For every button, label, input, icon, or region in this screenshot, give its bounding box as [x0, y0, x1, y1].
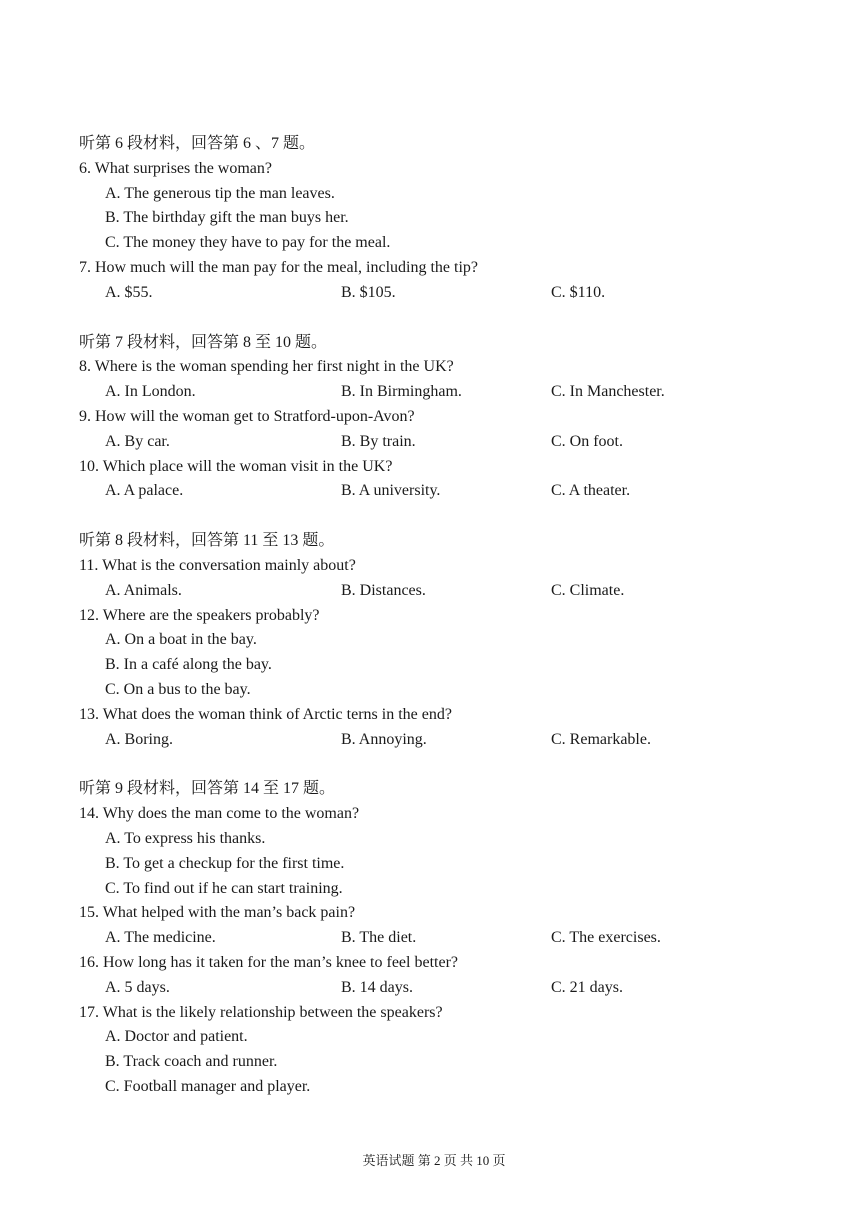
listening-section-9 [79, 777, 799, 1099]
option-a: A. $55. [105, 283, 153, 301]
section-heading: 听第 8 段材料，回答第 11 至 13 题。 [79, 532, 335, 550]
option-a: A. In London. [105, 383, 196, 401]
option-b: B. Distances. [341, 581, 426, 599]
section-heading: 听第 6 段材料，回答第 6 、7 题。 [79, 135, 316, 152]
question-stem: 13. What does the woman think of Arctic terns in the end? [79, 705, 452, 723]
option-c: C. 21 days. [551, 978, 623, 996]
option-c: C. Remarkable. [551, 730, 651, 748]
option-c: C. $110. [551, 283, 606, 301]
option-c: C. On foot. [551, 432, 623, 450]
option-a: A. By car. [105, 432, 170, 450]
option-row [79, 380, 799, 405]
option-row [79, 281, 799, 306]
option-b: B. To get a checkup for the first time. [105, 854, 345, 872]
option-b: B. Annoying. [341, 730, 427, 748]
question-stem: 12. Where are the speakers probably? [79, 606, 320, 624]
option-row [79, 479, 799, 504]
option-c: C. To find out if he can start training. [105, 879, 343, 897]
listening-section-8 [79, 529, 799, 752]
option-row [79, 579, 799, 604]
option-row [79, 976, 799, 1001]
option-b: B. In Birmingham. [341, 383, 462, 401]
option-a: A. To express his thanks. [105, 829, 266, 847]
option-b: B. 14 days. [341, 978, 413, 996]
option-b: B. The birthday gift the man buys her. [105, 209, 349, 227]
option-a: A. 5 days. [105, 978, 170, 996]
option-a: A. Boring. [105, 730, 173, 748]
question-stem: 17. What is the likely relationship between the speakers? [79, 1003, 443, 1021]
option-b: B. Track coach and runner. [105, 1053, 278, 1071]
option-c: C. A theater. [551, 482, 631, 500]
question-stem: 15. What helped with the man’s back pain? [79, 904, 356, 922]
option-b: B. In a café along the bay. [105, 656, 272, 674]
option-row [79, 430, 799, 455]
question-stem: 11. What is the conversation mainly about? [79, 556, 356, 574]
option-b: B. The diet. [341, 929, 417, 947]
option-a: A. Doctor and patient. [105, 1028, 248, 1046]
question-stem: 7. How much will the man pay for the meal, including the tip? [79, 258, 479, 276]
option-a: A. A palace. [105, 482, 184, 500]
question-stem: 9. How will the woman get to Stratford-upon-Avon? [79, 407, 415, 425]
listening-section-7 [79, 331, 799, 505]
question-list [79, 132, 799, 1100]
option-c: C. The exercises. [551, 929, 661, 947]
question-stem: 14. Why does the man come to the woman? [79, 805, 360, 823]
option-b: B. A university. [341, 482, 441, 500]
question-stem: 16. How long has it taken for the man’s knee to feel better? [79, 953, 458, 971]
question-stem: 6. What surprises the woman? [79, 159, 272, 177]
option-row [79, 926, 799, 951]
question-stem: 10. Which place will the woman visit in the UK? [79, 457, 393, 475]
option-a: A. The generous tip the man leaves. [105, 184, 335, 202]
option-c: C. Climate. [551, 581, 625, 599]
section-heading: 听第 9 段材料，回答第 14 至 17 题。 [79, 780, 336, 798]
option-a: A. The medicine. [105, 929, 216, 947]
page-footer: 英语试题 第 2 页 共 10 页 [362, 1153, 506, 1168]
option-a: A. On a boat in the bay. [105, 631, 257, 649]
option-row [79, 728, 799, 753]
option-a: A. Animals. [105, 581, 182, 599]
listening-section-6 [79, 132, 799, 306]
section-heading: 听第 7 段材料，回答第 8 至 10 题。 [79, 333, 328, 351]
option-c: C. In Manchester. [551, 383, 665, 401]
option-b: B. By train. [341, 432, 416, 450]
option-c: C. Football manager and player. [105, 1077, 311, 1095]
option-c: C. The money they have to pay for the meal. [105, 234, 391, 252]
option-b: B. $105. [341, 283, 396, 301]
option-c: C. On a bus to the bay. [105, 680, 251, 698]
question-stem: 8. Where is the woman spending her first night in the UK? [79, 358, 454, 376]
